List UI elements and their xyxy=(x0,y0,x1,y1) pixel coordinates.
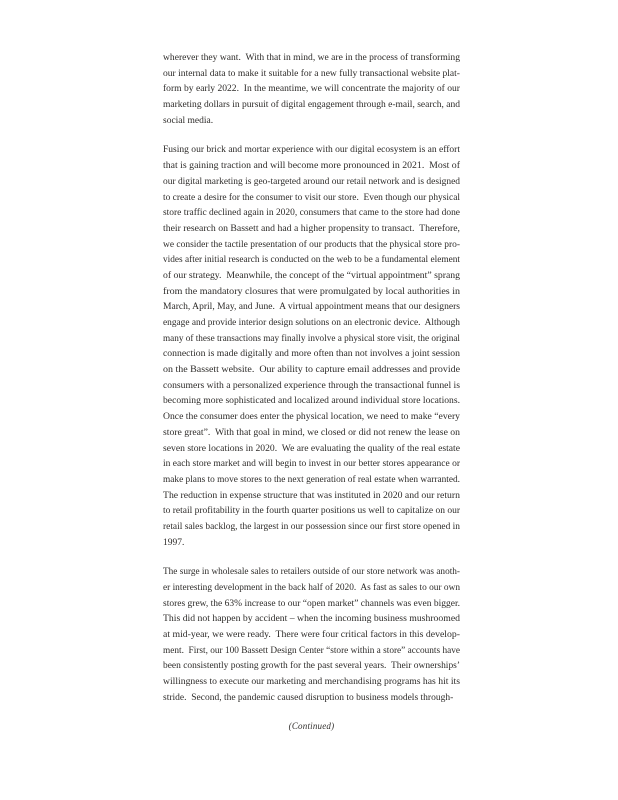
text-line: of our strategy. Meanwhile, the concept of the “virtual appointment” sprang xyxy=(163,270,461,281)
text-line: our internal data to make it suitable for a new fully transactional website plat- xyxy=(163,68,460,79)
paragraph-digital-ecosystem xyxy=(163,143,460,551)
text-line: 1997. xyxy=(163,537,185,548)
paragraph-wholesale-surge xyxy=(163,565,460,706)
text-line: Once the consumer does enter the physical location, we need to make “every xyxy=(163,412,460,423)
text-line: been consistently posting growth for the past several years. Their ownerships’ xyxy=(163,661,460,672)
text-line: stride. Second, the pandemic caused disruption to business models through- xyxy=(163,692,454,703)
text-line: becoming more sophisticated and localized around individual store locations. xyxy=(163,396,460,407)
text-line: store traffic declined again in 2020, consumers that came to the store had done xyxy=(163,208,460,219)
text-line: their research on Bassett and had a higher propensity to transact. Therefore, xyxy=(163,223,461,234)
text-line: March, April, May, and June. A virtual appointment means that our designers xyxy=(163,302,460,313)
text-line: from the mandatory closures that were promulgated by local authorities in xyxy=(163,286,460,297)
text-line: social media. xyxy=(163,115,214,126)
text-line: at mid-year, we were ready. There were four critical factors in this develop- xyxy=(163,630,460,641)
letter-body xyxy=(163,51,460,707)
text-line: many of these transactions may finally involve a physical store visit, the original xyxy=(163,333,460,344)
continued-footer: (Continued) xyxy=(288,721,335,731)
text-line: marketing dollars in pursuit of digital engagement through e-mail, search, and xyxy=(163,100,461,111)
text-line: connection is made digitally and more often than not involves a joint session xyxy=(163,349,460,360)
text-line: ment. First, our 100 Bassett Design Center “store within a store” accounts have xyxy=(163,645,460,656)
text-line: willingness to execute our marketing and merchandising programs has hit its xyxy=(163,677,460,688)
text-line: er interesting development in the back half of 2020. As fast as sales to our own xyxy=(163,583,460,593)
text-line: Fusing our brick and mortar experience with our digital ecosystem is an effort xyxy=(163,145,460,156)
text-line: wherever they want. With that in mind, we are in the process of transforming xyxy=(163,53,460,63)
text-line: The reduction in expense structure that was instituted in 2020 and our return xyxy=(163,490,460,501)
text-line: vides after initial research is conducted on the web to be a fundamental element xyxy=(163,255,460,266)
text-line: we consider the tactile presentation of our products that the physical store pro- xyxy=(163,239,460,250)
text-line: in each store market and will begin to invest in our better stores appearance or xyxy=(163,459,460,470)
text-line: to retail profitability in the fourth quarter positions us well to capitalize on our xyxy=(163,506,460,517)
text-line: consumers with a personalized experience through the transactional funnel is xyxy=(163,380,460,391)
text-line: to create a desire for the consumer to visit our store. Even though our physical xyxy=(163,192,460,203)
text-line: retail sales backlog, the largest in our possession since our first store opened in xyxy=(163,521,460,532)
text-line: engage and provide interior design solutions on an electronic device. Although xyxy=(163,318,460,328)
text-line: form by early 2022. In the meantime, we will concentrate the majority of our xyxy=(163,84,460,95)
text-line: seven store locations in 2020. We are evaluating the quality of the real estate xyxy=(163,443,460,454)
text-line: make plans to move stores to the next generation of real estate when warranted. xyxy=(163,474,460,485)
text-line: This did not happen by accident – when the incoming business mushroomed xyxy=(163,614,460,625)
paragraph-intro xyxy=(163,51,460,129)
text-line: store great”. With that goal in mind, we closed or did not renew the lease on xyxy=(163,427,460,438)
text-line: on the Bassett website. Our ability to capture email addresses and provide xyxy=(163,365,460,376)
text-line: stores grew, the 63% increase to our “open market” channels was even bigger. xyxy=(163,598,460,609)
text-line: that is gaining traction and will become more pronounced in 2021. Most of xyxy=(163,161,460,172)
text-line: The surge in wholesale sales to retailers outside of our store network was anoth- xyxy=(163,567,460,578)
text-line: our digital marketing is geo-targeted around our retail network and is designed xyxy=(163,176,460,187)
